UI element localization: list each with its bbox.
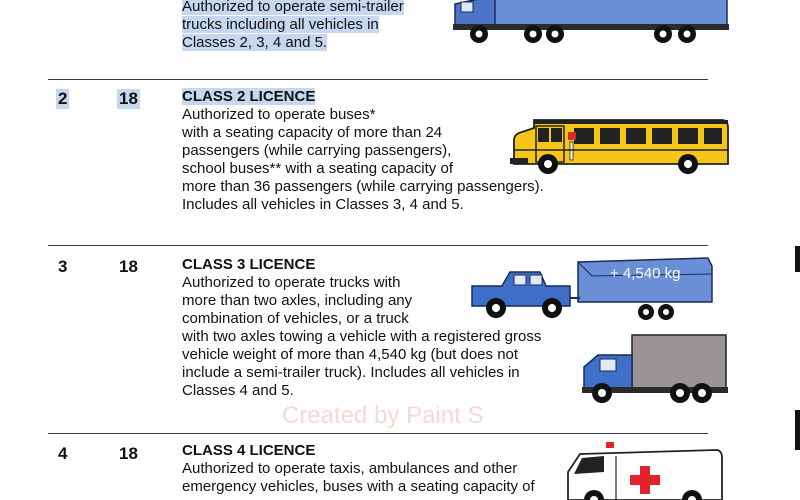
class2-line-1: Authorized to operate buses* (182, 106, 376, 123)
trailer-weight-label: + 4,540 kg (610, 265, 681, 282)
class3-line-6: include a semi-trailer truck). Includes all vehicles in (182, 364, 520, 381)
box-truck-icon (582, 333, 732, 405)
class2-heading: CLASS 2 LICENCE (182, 88, 316, 105)
class2-line-6: Includes all vehicles in Classes 3, 4 and 5. (182, 196, 464, 213)
class3-line-5: vehicle weight of more than 4,540 kg (but does not (182, 346, 519, 363)
edge-mark (795, 410, 800, 450)
class2-description (182, 88, 544, 214)
class4-age: 18 (119, 444, 138, 463)
class2-line-4: school buses** with a seating capacity of (182, 160, 453, 177)
pickup-with-trailer-icon (470, 256, 720, 326)
school-bus-icon (512, 106, 732, 178)
edge-mark (795, 246, 800, 272)
class3-line-7: Classes 4 and 5. (182, 382, 294, 399)
class3-number: 3 (58, 257, 68, 276)
class1-line-1: Authorized to operate semi-trailer (182, 0, 404, 15)
class3-heading: CLASS 3 LICENCE (182, 256, 316, 273)
class1-line-3: Classes 2, 3, 4 and 5. (182, 34, 328, 51)
class4-description (182, 442, 535, 496)
watermark-text: Created by Paint S (282, 402, 484, 429)
class3-line-3: combination of vehicles, or a truck (182, 310, 409, 327)
class3-line-4: with two axles towing a vehicle with a registered gross (182, 328, 542, 345)
class3-age: 18 (119, 257, 138, 276)
section-divider (48, 433, 708, 434)
ambulance-icon (566, 442, 726, 500)
class3-line-1: Authorized to operate trucks with (182, 274, 401, 291)
section-divider (48, 79, 708, 80)
class3-line-2: more than two axles, including any (182, 292, 413, 309)
class4-number: 4 (58, 444, 68, 463)
class2-line-3: passengers (while carrying passengers), (182, 142, 452, 159)
class2-line-5: more than 36 passengers (while carrying passengers). (182, 178, 544, 195)
class2-number: 2 (58, 89, 68, 108)
class2-age: 18 (119, 89, 138, 108)
section-divider (48, 245, 708, 246)
class1-description (182, 0, 404, 52)
semi-truck-icon (455, 0, 735, 48)
class4-heading: CLASS 4 LICENCE (182, 442, 316, 459)
class1-line-2: trucks including all vehicles in (182, 16, 379, 33)
class2-line-2: with a seating capacity of more than 24 (182, 124, 443, 141)
class4-line-2: emergency vehicles, buses with a seating capacity of (182, 478, 535, 495)
class4-line-1: Authorized to operate taxis, ambulances and other (182, 460, 518, 477)
